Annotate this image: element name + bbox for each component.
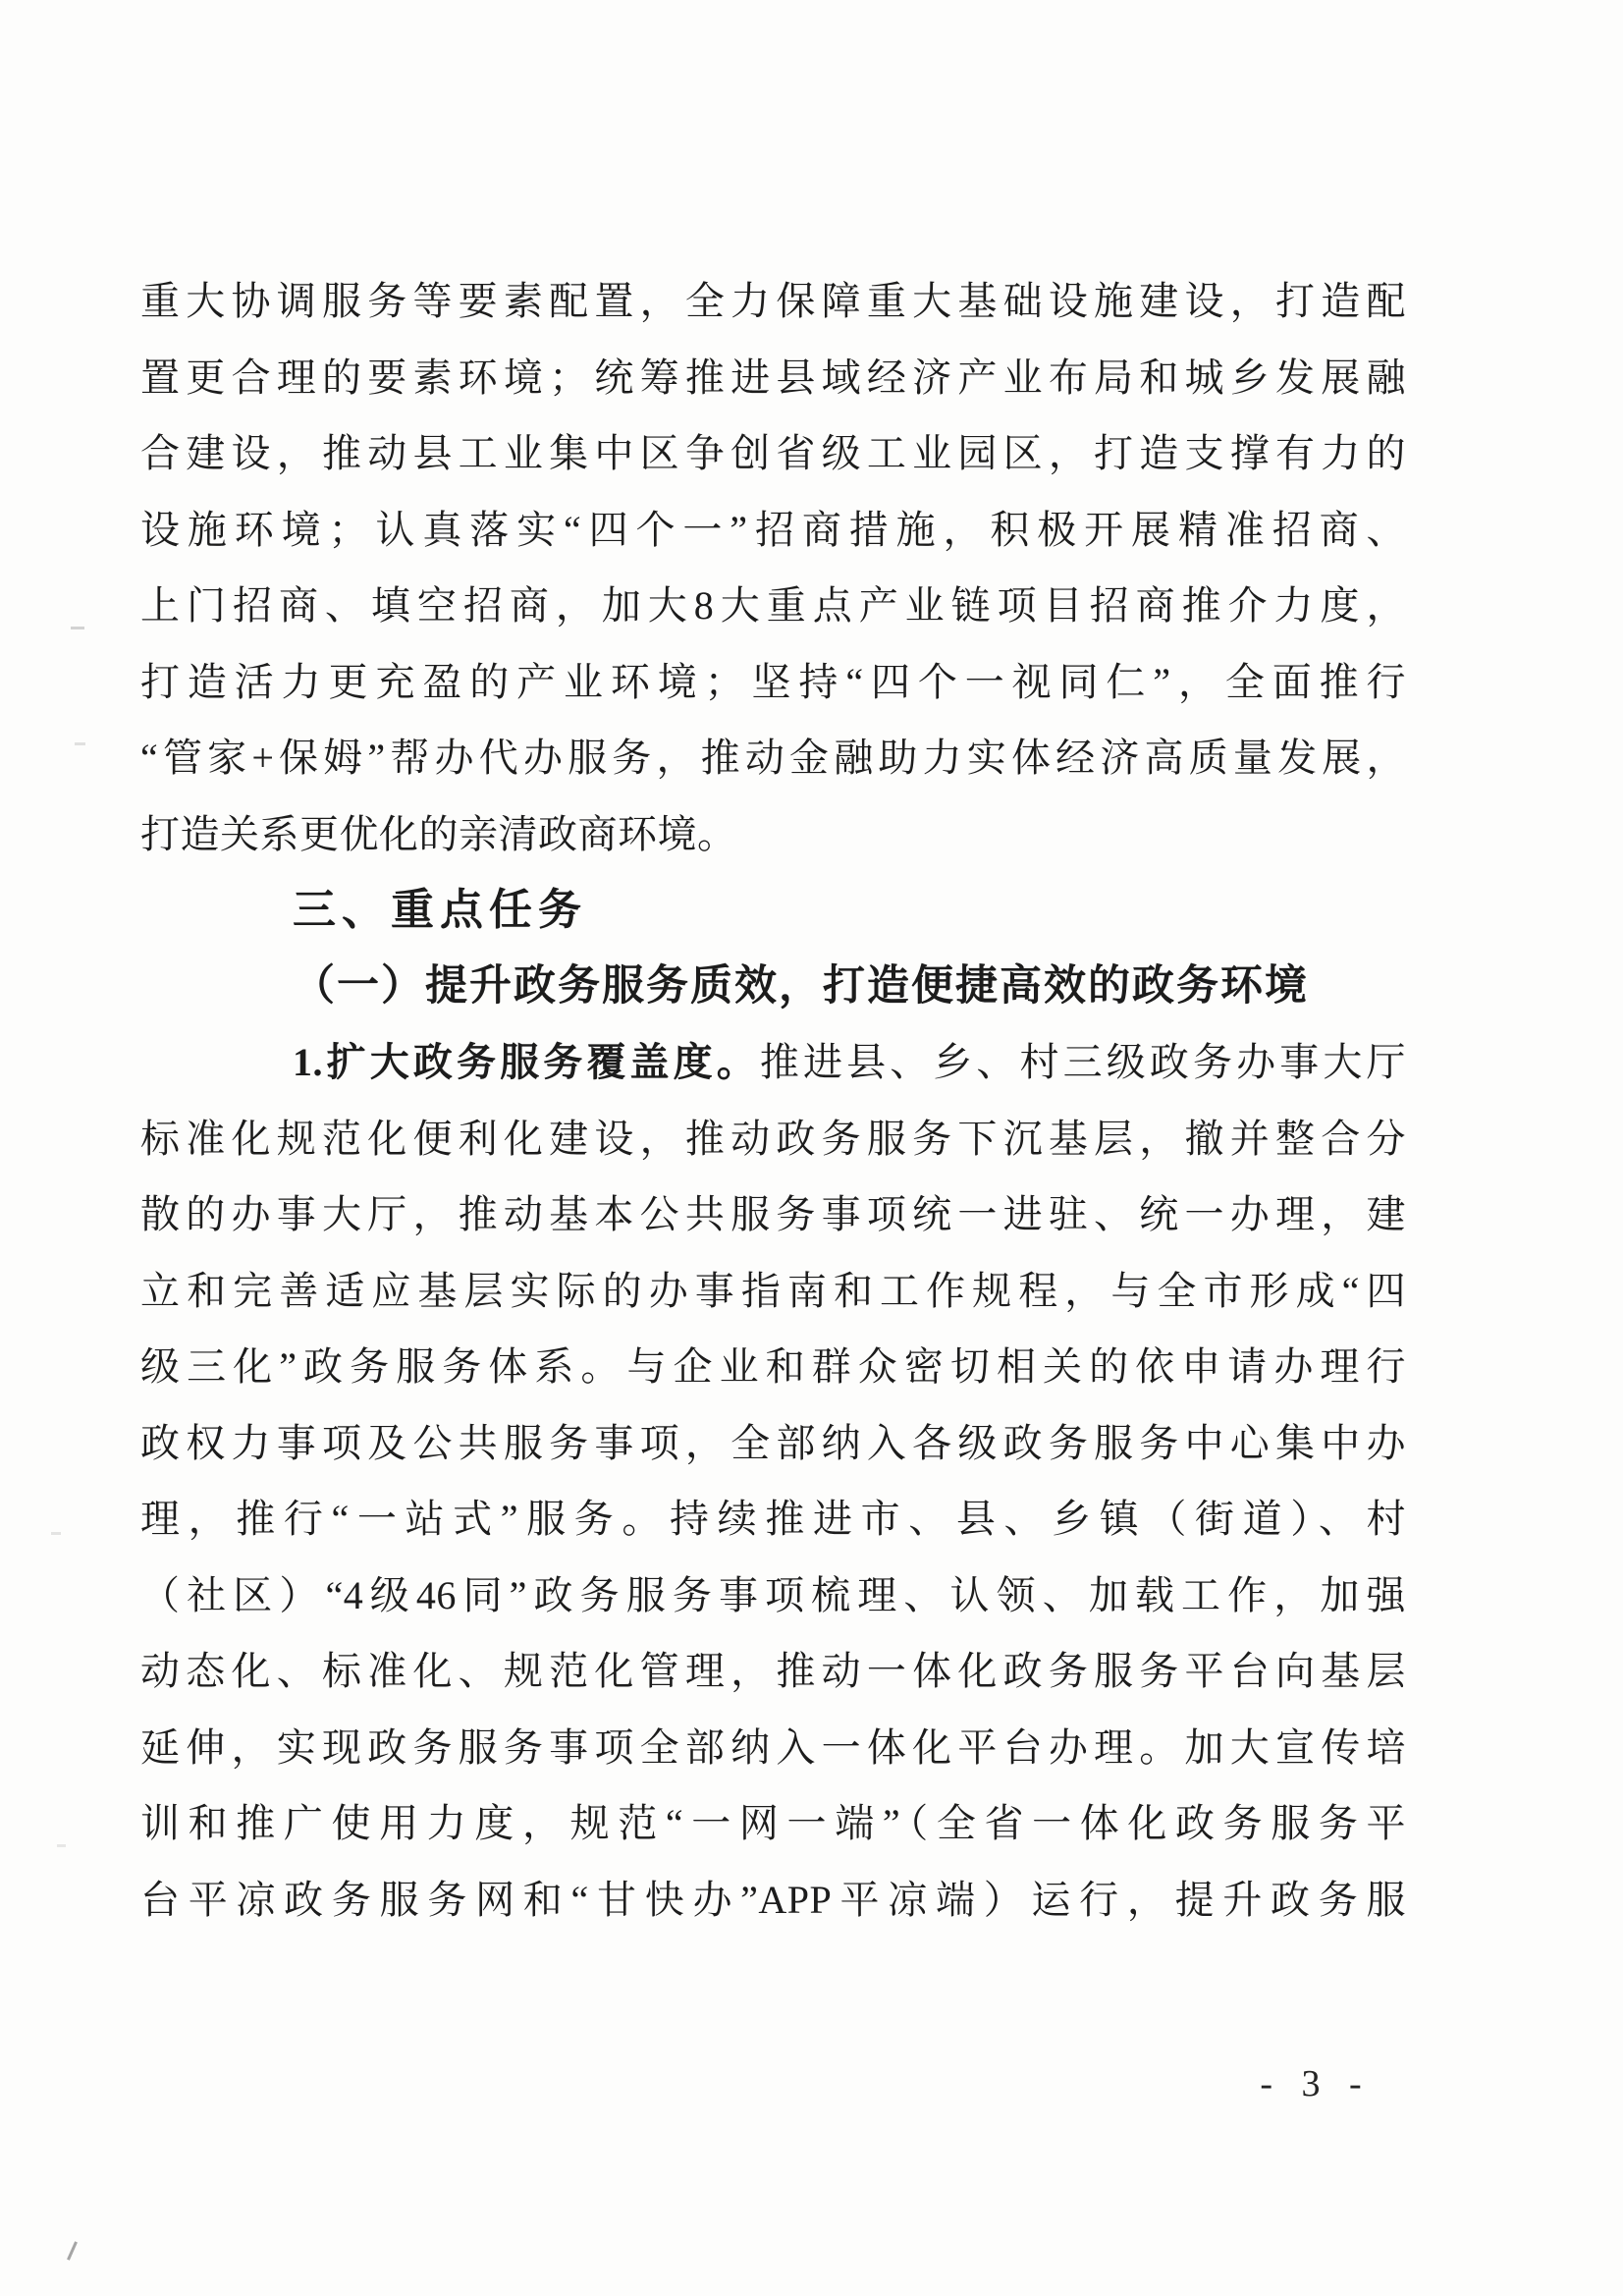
text-segment: 理，推行“一站式”服务。持续推进市、县、乡镇（街道）、村 xyxy=(140,1497,1406,1541)
text-segment: 级三化”政务服务体系。与企业和群众密切相关的依申请办理行 xyxy=(140,1344,1406,1389)
bold-text-segment: 三、重点任务 xyxy=(293,886,587,934)
document-line xyxy=(140,644,1406,721)
scan-artifact xyxy=(75,742,85,745)
text-segment: 训和推广使用力度，规范“一网一端”（全省一体化政务服务平 xyxy=(140,1801,1406,1845)
document-line xyxy=(140,340,1406,416)
page-number: - 3 - xyxy=(1260,2063,1372,2105)
text-block xyxy=(140,263,1406,1938)
text-segment: 延伸，实现政务服务事项全部纳入一体化平台办理。加大宣传培 xyxy=(140,1724,1406,1770)
document-line xyxy=(140,1101,1406,1177)
text-segment: 上门招商、填空招商，加大8大重点产业链项目招商推介力度， xyxy=(140,583,1406,628)
text-segment: 推进县、乡、村三级政务办事大厅 xyxy=(759,1040,1407,1084)
document-line xyxy=(140,1785,1406,1862)
scan-artifact xyxy=(67,2241,78,2260)
document-line xyxy=(140,1405,1406,1482)
text-segment: 置更合理的要素环境；统筹推进县域经济产业布局和城乡发展融 xyxy=(140,355,1406,400)
document-line xyxy=(140,1024,1406,1101)
document-line xyxy=(140,568,1406,644)
document-line xyxy=(140,720,1406,796)
text-segment: 设施环境；认真落实“四个一”招商措施，积极开展精准招商、 xyxy=(140,507,1406,552)
document-line xyxy=(140,492,1406,569)
document-line xyxy=(140,1176,1406,1253)
text-segment: 合建设，推动县工业集中区争创省级工业园区，打造支撑有力的 xyxy=(140,431,1406,475)
document-line xyxy=(140,415,1406,492)
text-segment: 散的办事大厅，推动基本公共服务事项统一进驻、统一办理，建 xyxy=(140,1192,1406,1236)
text-segment: 打造关系更优化的亲清政商环境。 xyxy=(140,811,737,856)
text-segment: 政权力事项及公共服务事项，全部纳入各级政务服务中心集中办 xyxy=(140,1420,1406,1465)
document-line xyxy=(140,1558,1406,1634)
text-segment: 动态化、标准化、规范化管理，推动一体化政务服务平台向基层 xyxy=(140,1649,1406,1693)
document-line xyxy=(140,1633,1406,1710)
text-segment: （社区）“4级46同”政务服务事项梳理、认领、加载工作，加强 xyxy=(140,1572,1406,1617)
text-segment: 重大协调服务等要素配置，全力保障重大基础设施建设，打造配 xyxy=(140,279,1406,323)
text-segment: 台平凉政务服务网和“甘快办”APP平凉端）运行，提升政务服 xyxy=(140,1877,1406,1922)
bold-text-segment: 1.扩大政务服务覆盖度。 xyxy=(293,1040,760,1084)
document-line xyxy=(140,1862,1406,1939)
document-line xyxy=(140,949,1406,1025)
document-line xyxy=(140,1253,1406,1330)
scan-artifact xyxy=(71,627,84,629)
bold-text-segment: （一）提升政务服务质效，打造便捷高效的政务环境 xyxy=(293,962,1309,1010)
text-segment: 标准化规范化便利化建设，推动政务服务下沉基层，撤并整合分 xyxy=(140,1116,1406,1161)
document-line xyxy=(140,872,1406,949)
text-segment: “管家+保姆”帮办代办服务，推动金融助力实体经济高质量发展， xyxy=(140,736,1406,780)
document-line xyxy=(140,1710,1406,1786)
scan-artifact xyxy=(51,1532,61,1535)
document-line xyxy=(140,1329,1406,1405)
text-segment: 打造活力更充盈的产业环境；坚持“四个一视同仁”，全面推行 xyxy=(140,659,1406,704)
text-segment: 立和完善适应基层实际的办事指南和工作规程，与全市形成“四 xyxy=(140,1268,1406,1313)
document-line xyxy=(140,796,1406,873)
scan-artifact xyxy=(57,1844,66,1847)
document-line xyxy=(140,263,1406,340)
document-line xyxy=(140,1481,1406,1558)
